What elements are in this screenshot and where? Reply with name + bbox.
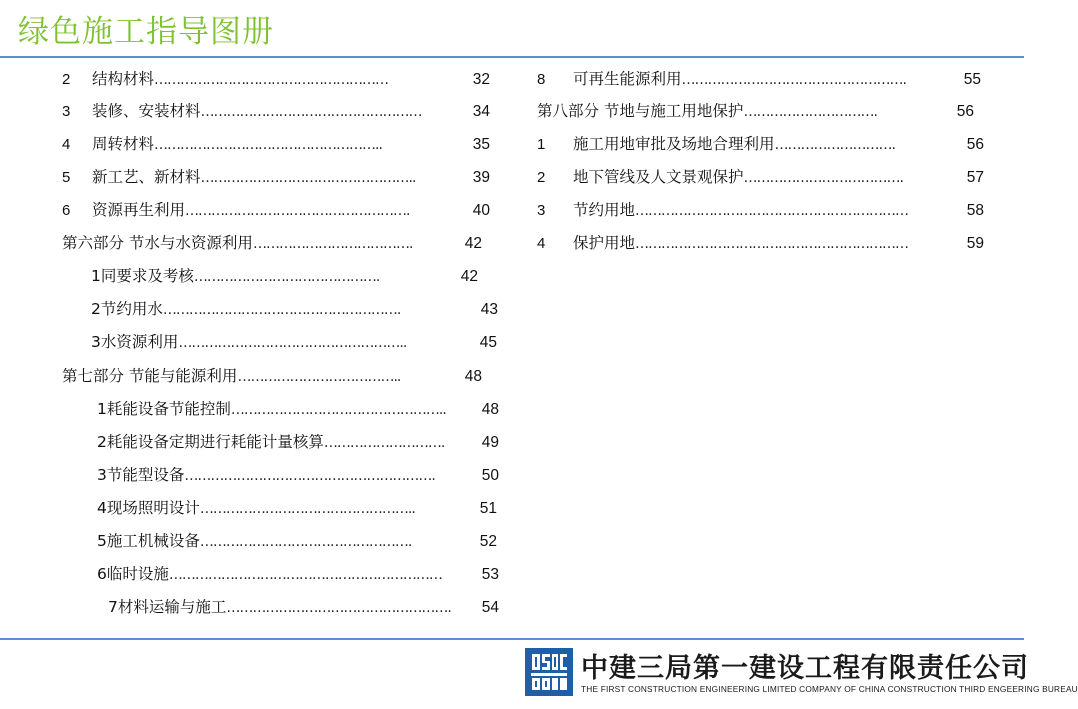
toc-entry-leader: ……………………………………………………… bbox=[635, 236, 909, 252]
toc-entry-title: 2耗能设备定期进行耗能计量核算 bbox=[97, 433, 324, 451]
toc-entry[interactable] bbox=[62, 199, 490, 221]
toc-entry-page: 45 bbox=[479, 334, 497, 351]
toc-entry[interactable] bbox=[537, 133, 984, 155]
toc-entry-leader: …………………………………………….. bbox=[154, 137, 382, 153]
toc-entry-title: 保护用地 bbox=[573, 234, 636, 252]
toc-entry-leader: ………………………………………….. bbox=[230, 402, 446, 418]
toc-entry-title: 3水资源利用 bbox=[91, 333, 179, 351]
toc-entry-title: 2节约用水 bbox=[91, 300, 163, 318]
toc-entry-title: 4现场照明设计 bbox=[97, 499, 200, 517]
toc-entry-leader: …………………………. bbox=[743, 104, 877, 120]
toc-entry-leader: ………………………………. bbox=[743, 170, 903, 186]
toc-entry-number: 5 bbox=[62, 169, 71, 186]
toc-entry-page: 54 bbox=[481, 599, 499, 616]
toc-entry-page: 59 bbox=[966, 235, 984, 252]
toc-entry-number: 4 bbox=[62, 136, 71, 153]
toc-entry-page: 52 bbox=[479, 533, 497, 550]
toc-entry[interactable] bbox=[97, 497, 497, 519]
toc-entry-page: 35 bbox=[472, 136, 490, 153]
toc-entry[interactable] bbox=[62, 133, 490, 155]
toc-entry-leader: ………………………………………………. bbox=[162, 302, 401, 318]
toc-entry-page: 42 bbox=[460, 268, 478, 285]
toc-entry[interactable] bbox=[91, 265, 478, 287]
toc-entry-title: 第七部分 节能与能源利用 bbox=[62, 367, 238, 385]
toc-entry-page: 39 bbox=[472, 169, 490, 186]
toc-entry-page: 40 bbox=[472, 202, 490, 219]
toc-entry[interactable] bbox=[537, 68, 981, 90]
top-divider bbox=[0, 56, 1024, 58]
toc-entry-leader: ………………………. bbox=[774, 137, 895, 153]
toc-entry-page: 42 bbox=[464, 235, 482, 252]
toc-entry-page: 51 bbox=[479, 500, 497, 517]
toc-entry-title: 可再生能源利用 bbox=[573, 70, 682, 88]
toc-entry[interactable] bbox=[97, 431, 499, 453]
toc-entry-number: 3 bbox=[62, 103, 71, 120]
toc-entry-leader: ………………………………………….. bbox=[199, 501, 415, 517]
toc-entry-title: 1同要求及考核 bbox=[91, 267, 194, 285]
toc-entry-number: 6 bbox=[62, 202, 71, 219]
toc-entry-title: 6临时设施 bbox=[97, 565, 169, 583]
toc-entry-page: 56 bbox=[956, 103, 974, 120]
toc-entry-title: 资源再生利用 bbox=[92, 201, 186, 219]
toc-entry-number: 2 bbox=[537, 169, 546, 186]
toc-entry[interactable] bbox=[537, 199, 984, 221]
toc-entry-number: 4 bbox=[537, 235, 546, 252]
toc-entry-page: 43 bbox=[480, 301, 498, 318]
toc-entry-page: 55 bbox=[963, 71, 981, 88]
toc-entry-title: 施工用地审批及场地合理利用 bbox=[573, 135, 775, 153]
company-logo-block bbox=[525, 646, 1078, 698]
toc-entry[interactable] bbox=[62, 68, 490, 90]
toc-entry[interactable] bbox=[97, 398, 499, 420]
toc-entry-title: 新工艺、新材料 bbox=[92, 168, 201, 186]
toc-entry[interactable] bbox=[97, 530, 497, 552]
toc-entry[interactable] bbox=[62, 100, 490, 122]
toc-entry-number: 1 bbox=[537, 136, 546, 153]
toc-entry[interactable] bbox=[108, 596, 499, 618]
toc-entry-leader: ………………………. bbox=[323, 435, 445, 451]
toc-entry[interactable] bbox=[97, 464, 499, 486]
toc-entry-page: 49 bbox=[481, 434, 499, 451]
toc-entry-title: 地下管线及人文景观保护 bbox=[573, 168, 744, 186]
toc-entry-title: 7材料运输与施工 bbox=[108, 598, 227, 616]
toc-entry-leader: ……………………………….. bbox=[237, 369, 401, 385]
toc-entry-number: 8 bbox=[537, 71, 546, 88]
toc-entry-page: 34 bbox=[472, 103, 490, 120]
toc-entry[interactable] bbox=[62, 166, 490, 188]
company-name-cn: 中建三局第一建设工程有限责任公司 bbox=[581, 653, 1029, 684]
toc-entry-leader: …………………………………………… bbox=[200, 104, 422, 120]
toc-entry-leader: ……………………………………………. bbox=[226, 600, 451, 616]
bottom-divider bbox=[0, 638, 1024, 640]
toc-section-heading[interactable] bbox=[62, 232, 482, 254]
toc-entry[interactable] bbox=[91, 331, 497, 353]
toc-entry-page: 58 bbox=[966, 202, 984, 219]
toc-section-heading[interactable] bbox=[62, 365, 482, 387]
toc-section-heading[interactable] bbox=[537, 100, 974, 122]
toc-entry-title: 周转材料 bbox=[92, 135, 155, 153]
company-name-en: THE FIRST CONSTRUCTION ENGINEERING LIMITED COMPANY OF CHINA CONSTRUCTION THIRD ENGEERING BUREAU bbox=[581, 684, 1078, 694]
toc-entry-leader: ……………………………………………. bbox=[185, 203, 410, 219]
toc-entry-leader: ……………………………………………… bbox=[154, 72, 389, 88]
toc-entry-leader: …………………………………………………. bbox=[184, 468, 435, 484]
toc-entry-page: 53 bbox=[481, 566, 499, 583]
toc-entry-page: 48 bbox=[464, 368, 482, 385]
toc-entry-title: 1耗能设备节能控制 bbox=[97, 400, 231, 418]
page-title: 绿色施工指导图册 bbox=[18, 14, 274, 50]
toc-entry-page: 56 bbox=[966, 136, 984, 153]
toc-entry-title: 第六部分 节水与水资源利用 bbox=[62, 234, 253, 252]
toc-entry-title: 第八部分 节地与施工用地保护 bbox=[537, 102, 744, 120]
toc-entry[interactable] bbox=[97, 563, 499, 585]
toc-entry-title: 节约用地 bbox=[573, 201, 636, 219]
toc-entry-page: 48 bbox=[481, 401, 499, 418]
toc-entry-leader: ……………………………………………………… bbox=[168, 567, 442, 583]
cscec-logo-icon bbox=[525, 648, 573, 696]
toc-entry-number: 2 bbox=[62, 71, 71, 88]
toc-entry[interactable] bbox=[537, 166, 984, 188]
toc-entry-number: 3 bbox=[537, 202, 546, 219]
toc-entry[interactable] bbox=[537, 232, 984, 254]
toc-entry-leader: ………………………………. bbox=[252, 236, 413, 252]
toc-entry-title: 装修、安装材料 bbox=[92, 102, 201, 120]
toc-entry-leader: ……………………………………. bbox=[193, 269, 380, 285]
toc-entry-leader: ………………………………………….. bbox=[200, 170, 416, 186]
toc-entry-title: 结构材料 bbox=[92, 70, 155, 88]
toc-entry-title: 5施工机械设备 bbox=[97, 532, 200, 550]
toc-entry-leader: ……………………………………………………… bbox=[635, 203, 909, 219]
toc-entry-page: 32 bbox=[472, 71, 490, 88]
toc-entry-page: 57 bbox=[966, 169, 984, 186]
toc-entry-leader: …………………………………………….. bbox=[178, 335, 407, 351]
toc-entry[interactable] bbox=[91, 298, 498, 320]
toc-entry-page: 50 bbox=[481, 467, 499, 484]
toc-entry-leader: …………………………………………. bbox=[199, 534, 412, 550]
toc-entry-leader: ……………………………………………. bbox=[681, 72, 906, 88]
toc-entry-title: 3节能型设备 bbox=[97, 466, 185, 484]
